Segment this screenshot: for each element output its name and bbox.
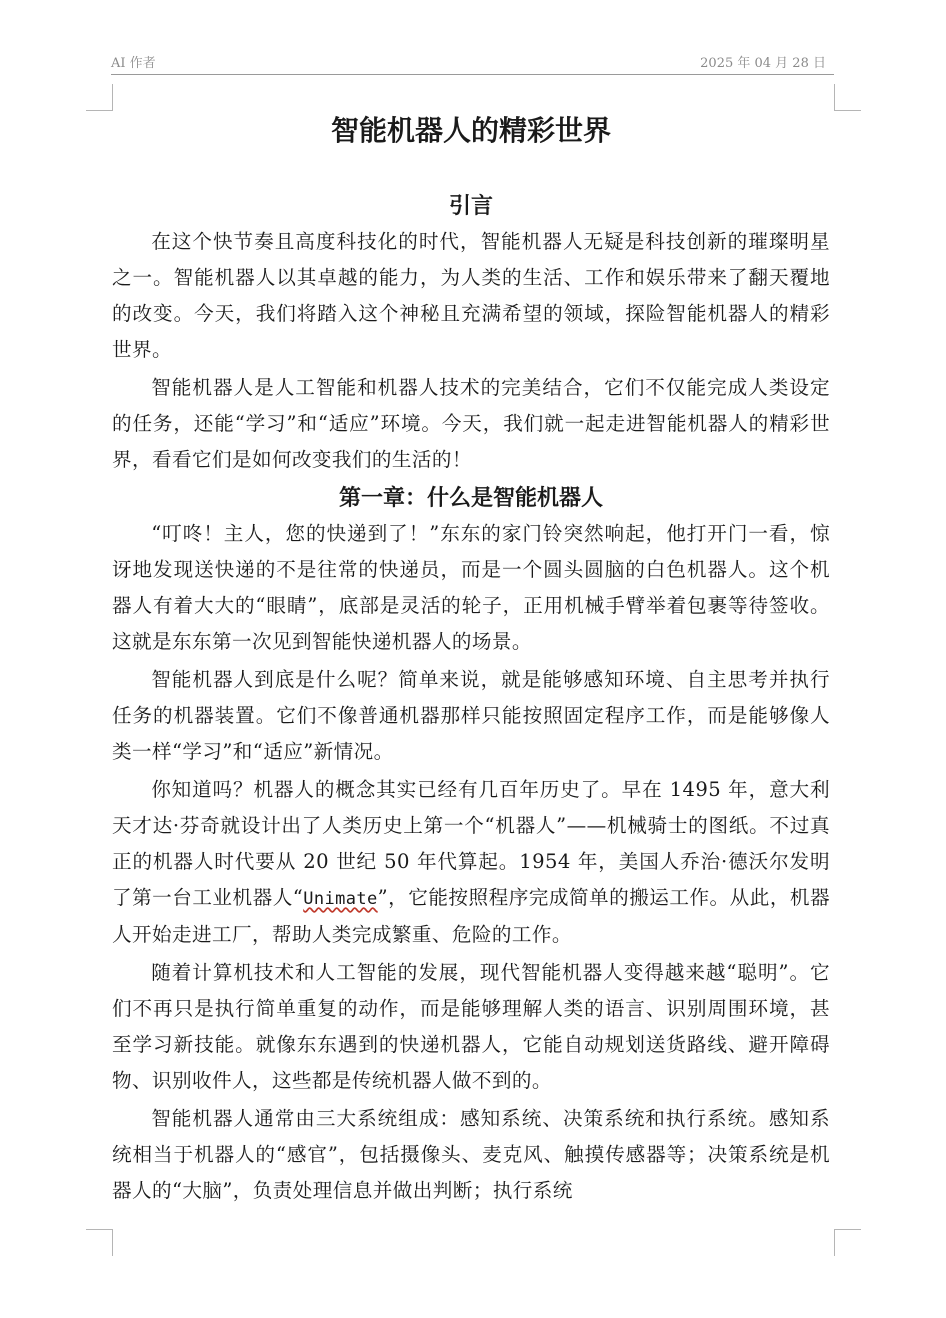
spellcheck-underlined-term: Unimate bbox=[303, 889, 378, 909]
paragraph-3-text-after: ”，它能按照程序完成简单的搬运工作。从此，机器人开始走进工厂，帮助人类完成繁重、危险的工作。 bbox=[112, 886, 830, 946]
chapter-1-paragraph-5: 智能机器人通常由三大系统组成：感知系统、决策系统和执行系统。感知系统相当于机器人的“感官”，包括摄像头、麦克风、触摸传感器等；决策系统是机器人的“大脑”，负责处理信息并做出判断；执行系统 bbox=[112, 1107, 830, 1202]
crop-mark-bottom-left bbox=[86, 1229, 113, 1256]
crop-mark-bottom-right bbox=[834, 1229, 861, 1256]
crop-mark-top-left bbox=[86, 84, 113, 111]
chapter-1-heading: 第一章：什么是智能机器人 bbox=[338, 485, 603, 511]
intro-paragraph-1: 在这个快节奏且高度科技化的时代，智能机器人无疑是科技创新的璀璨明星之一。智能机器人以其卓越的能力，为人类的生活、工作和娱乐带来了翻天覆地的改变。今天，我们将踏入这个神秘且充满希望的领域，探险智能机器人的精彩世界。 bbox=[112, 230, 830, 361]
chapter-1-paragraph-1: “叮咚！主人，您的快递到了！”东东的家门铃突然响起，他打开门一看，惊讶地发现送快递的不是往常的快递员，而是一个圆头圆脑的白色机器人。这个机器人有着大大的“眼睛”，底部是灵活的轮子，正用机械手臂举着包裹等待签收。这就是东东第一次见到智能快递机器人的场景。 bbox=[112, 522, 830, 653]
intro-heading: 引言 bbox=[448, 193, 493, 219]
crop-mark-top-right bbox=[834, 84, 861, 111]
header-date: 2025 年 04 月 28 日 bbox=[700, 56, 826, 71]
chapter-1-paragraph-2: 智能机器人到底是什么呢？简单来说，就是能够感知环境、自主思考并执行任务的机器装置。它们不像普通机器那样只能按照固定程序工作，而是能够像人类一样“学习”和“适应”新情况。 bbox=[112, 668, 830, 763]
header-rule bbox=[111, 74, 834, 75]
header-author: AI 作者 bbox=[111, 56, 156, 71]
paragraph-3-text-before: 你知道吗？机器人的概念其实已经有几百年历史了。早在 1495 年，意大利天才达·芬奇就设计出了人类历史上第一个“机器人”——机械骑士的图纸。不过真正的机器人时代要从 20 世纪 50 年代算起。1954 年，美国人乔治·德沃尔发明了第一台工业机器人“ bbox=[112, 778, 830, 909]
chapter-1-paragraph-3 bbox=[112, 772, 830, 953]
intro-paragraph-2: 智能机器人是人工智能和机器人技术的完美结合，它们不仅能完成人类设定的任务，还能“学习”和“适应”环境。今天，我们就一起走进智能机器人的精彩世界，看看它们是如何改变我们的生活的！ bbox=[112, 376, 830, 471]
document-body[interactable] bbox=[112, 108, 830, 1209]
document-title: 智能机器人的精彩世界 bbox=[330, 114, 611, 147]
chapter-1-paragraph-4: 随着计算机技术和人工智能的发展，现代智能机器人变得越来越“聪明”。它们不再只是执行简单重复的动作，而是能够理解人类的语言、识别周围环境，甚至学习新技能。就像东东遇到的快递机器人，它能自动规划送货路线、避开障碍物、识别收件人，这些都是传统机器人做不到的。 bbox=[112, 961, 830, 1092]
